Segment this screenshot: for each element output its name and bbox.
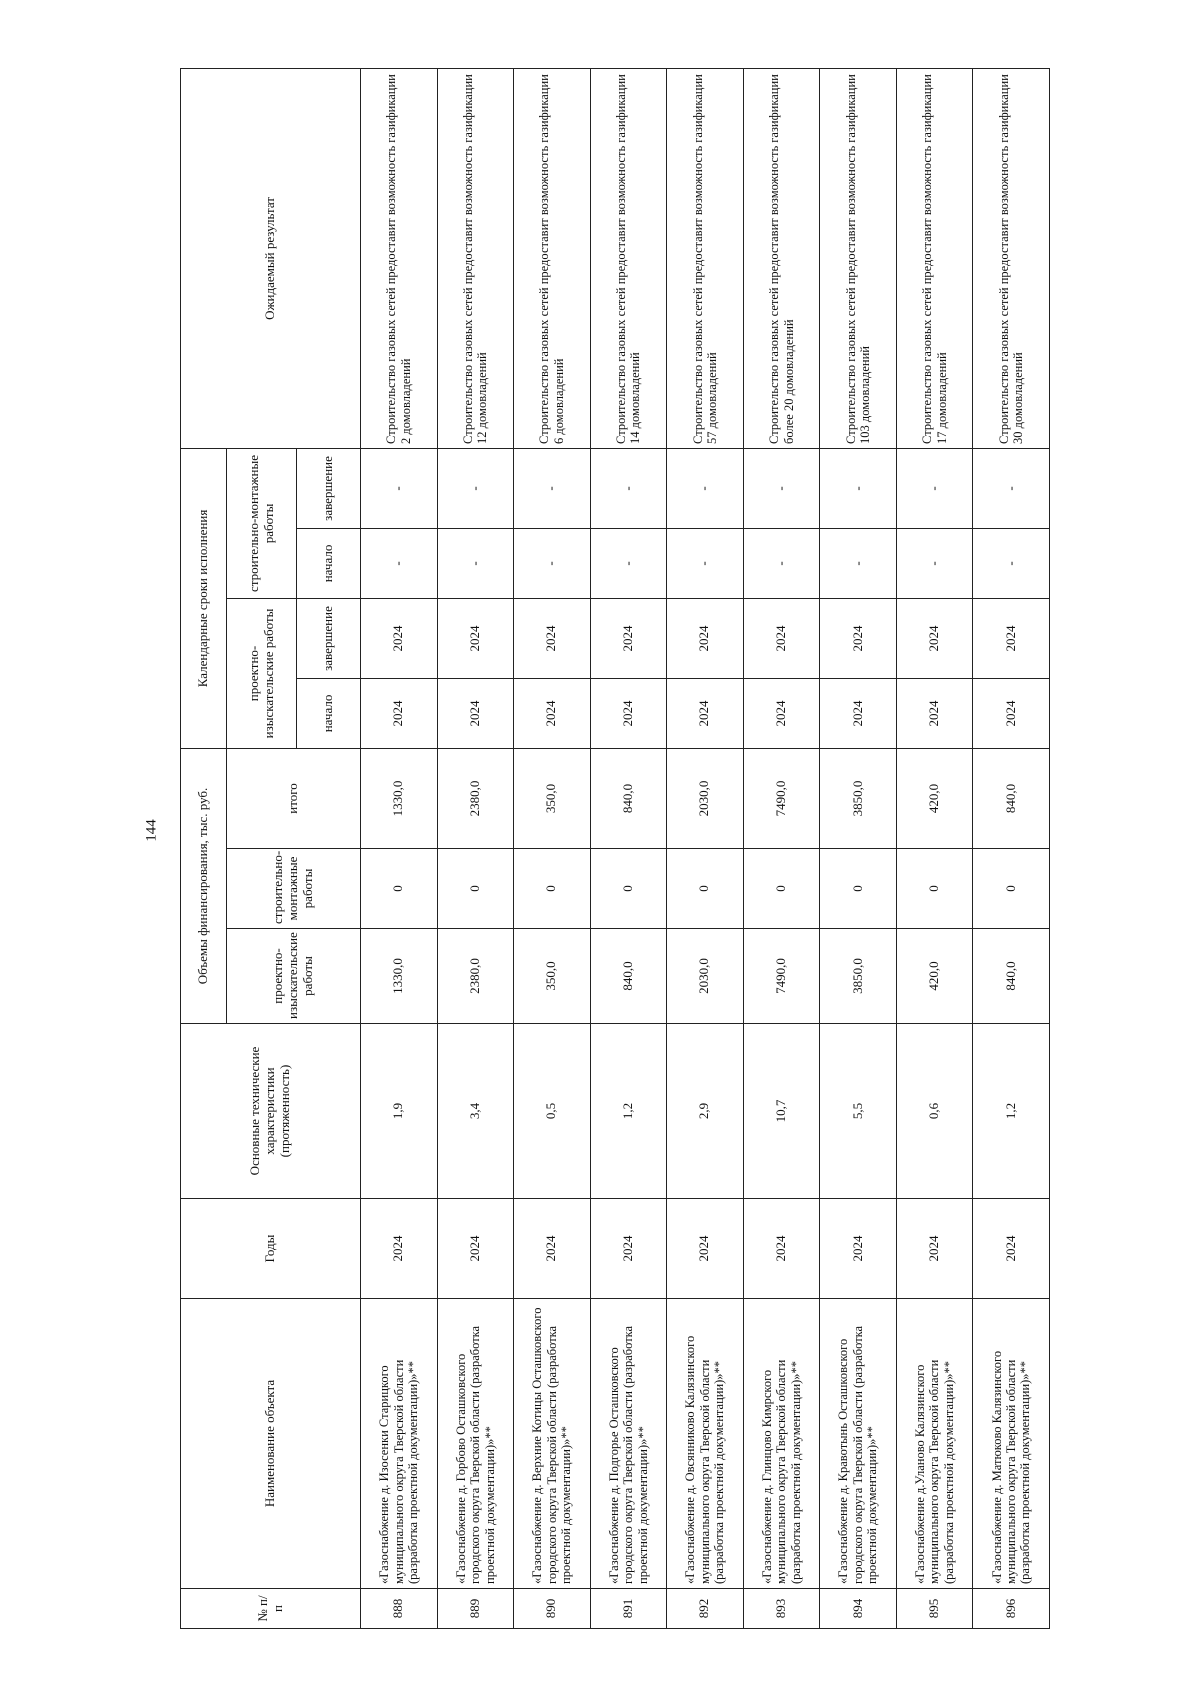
- table-row: [896, 68, 973, 1628]
- object-name: «Газоснабжение д. Овсянниково Калязинского муниципального округа Тверской области (разработка проектной документации)»**: [667, 1299, 744, 1589]
- years-cell: 2024: [590, 1199, 667, 1299]
- fin-total-cell: 420,0: [896, 748, 973, 848]
- constr-start-cell: -: [743, 528, 820, 598]
- rotated-table-container: [180, 69, 1050, 1629]
- header-schedule: Календарные сроки исполнения: [181, 448, 227, 748]
- years-cell: 2024: [896, 1199, 973, 1299]
- fin-design-cell: 7490,0: [743, 929, 820, 1024]
- fin-construction-cell: 0: [896, 849, 973, 929]
- object-name: «Газоснабжение д. Глинцово Кимрского муниципального округа Тверской области (разработка проектной документации)»**: [743, 1299, 820, 1589]
- fin-total-cell: 7490,0: [743, 748, 820, 848]
- design-end-cell: 2024: [361, 598, 438, 678]
- fin-design-cell: 2030,0: [667, 929, 744, 1024]
- fin-construction-cell: 0: [667, 849, 744, 929]
- design-start-cell: 2024: [361, 678, 438, 748]
- header-constr-start: начало: [297, 528, 361, 598]
- constr-start-cell: -: [361, 528, 438, 598]
- object-name: «Газоснабжение д. Горбово Осташковского городского округа Тверской области (разработка проектной документации)»**: [437, 1299, 514, 1589]
- fin-construction-cell: 0: [743, 849, 820, 929]
- constr-start-cell: -: [437, 528, 514, 598]
- table-row: [361, 68, 438, 1628]
- constr-end-cell: -: [361, 448, 438, 528]
- header-result: Ожидаемый результат: [181, 68, 361, 448]
- length-cell: 10,7: [743, 1024, 820, 1199]
- years-cell: 2024: [361, 1199, 438, 1299]
- header-num: № п/п: [181, 1589, 361, 1629]
- table-row: [667, 68, 744, 1628]
- header-constr-end: завершение: [297, 448, 361, 528]
- result-cell: Строительство газовых сетей предоставит возможность газификации 103 домовладений: [820, 68, 897, 448]
- object-name: «Газоснабжение д.Уланово Калязинского муниципального округа Тверской области (разработка проектной документации)»**: [896, 1299, 973, 1589]
- fin-total-cell: 2380,0: [437, 748, 514, 848]
- constr-start-cell: -: [973, 528, 1050, 598]
- result-cell: Строительство газовых сетей предоставит возможность газификации 57 домовладений: [667, 68, 744, 448]
- fin-construction-cell: 0: [820, 849, 897, 929]
- design-start-cell: 2024: [896, 678, 973, 748]
- fin-design-cell: 3850,0: [820, 929, 897, 1024]
- length-cell: 1,2: [973, 1024, 1050, 1199]
- header-sched-design: проектно-изыскательские работы: [227, 598, 297, 748]
- fin-total-cell: 840,0: [973, 748, 1050, 848]
- constr-end-cell: -: [973, 448, 1050, 528]
- fin-design-cell: 840,0: [973, 929, 1050, 1024]
- object-name: «Газоснабжение д. Подгорье Осташковского городского округа Тверской области (разработка проектной документации)»**: [590, 1299, 667, 1589]
- row-number: 891: [590, 1589, 667, 1629]
- object-name: «Газоснабжение д. Верхние Котицы Осташковского городского округа Тверской области (разработка проектной документации)»**: [514, 1299, 591, 1589]
- constr-end-cell: -: [743, 448, 820, 528]
- design-end-cell: 2024: [743, 598, 820, 678]
- design-end-cell: 2024: [590, 598, 667, 678]
- design-end-cell: 2024: [514, 598, 591, 678]
- constr-start-cell: -: [896, 528, 973, 598]
- design-end-cell: 2024: [667, 598, 744, 678]
- row-number: 894: [820, 1589, 897, 1629]
- table-row: [973, 68, 1050, 1628]
- result-cell: Строительство газовых сетей предоставит возможность газификации 30 домовладений: [973, 68, 1050, 448]
- fin-total-cell: 3850,0: [820, 748, 897, 848]
- design-start-cell: 2024: [514, 678, 591, 748]
- header-fin-total: итого: [227, 748, 361, 848]
- fin-total-cell: 1330,0: [361, 748, 438, 848]
- years-cell: 2024: [437, 1199, 514, 1299]
- result-cell: Строительство газовых сетей предоставит возможность газификации 12 домовладений: [437, 68, 514, 448]
- fin-construction-cell: 0: [361, 849, 438, 929]
- result-cell: Строительство газовых сетей предоставит возможность газификации 2 домовладений: [361, 68, 438, 448]
- design-start-cell: 2024: [973, 678, 1050, 748]
- table-row: [820, 68, 897, 1628]
- design-start-cell: 2024: [667, 678, 744, 748]
- fin-design-cell: 1330,0: [361, 929, 438, 1024]
- fin-design-cell: 2380,0: [437, 929, 514, 1024]
- years-cell: 2024: [667, 1199, 744, 1299]
- header-fin-construction: строительно-монтажные работы: [227, 849, 361, 929]
- design-end-cell: 2024: [973, 598, 1050, 678]
- fin-design-cell: 420,0: [896, 929, 973, 1024]
- header-years: Годы: [181, 1199, 361, 1299]
- years-cell: 2024: [820, 1199, 897, 1299]
- constr-end-cell: -: [896, 448, 973, 528]
- fin-construction-cell: 0: [590, 849, 667, 929]
- design-end-cell: 2024: [896, 598, 973, 678]
- design-start-cell: 2024: [743, 678, 820, 748]
- constr-end-cell: -: [590, 448, 667, 528]
- header-name: Наименование объекта: [181, 1299, 361, 1589]
- result-cell: Строительство газовых сетей предоставит возможность газификации 14 домовладений: [590, 68, 667, 448]
- header-fin-design: проектно-изыскательские работы: [227, 929, 361, 1024]
- years-cell: 2024: [514, 1199, 591, 1299]
- object-name: «Газоснабжение д. Кравотынь Осташковского городского округа Тверской области (разработка проектной документации)»**: [820, 1299, 897, 1589]
- constr-end-cell: -: [820, 448, 897, 528]
- result-cell: Строительство газовых сетей предоставит возможность газификации более 20 домовладений: [743, 68, 820, 448]
- header-specs: Основные технические характеристики (протяженность): [181, 1024, 361, 1199]
- fin-design-cell: 350,0: [514, 929, 591, 1024]
- constr-start-cell: -: [514, 528, 591, 598]
- row-number: 888: [361, 1589, 438, 1629]
- result-cell: Строительство газовых сетей предоставит возможность газификации 17 домовладений: [896, 68, 973, 448]
- length-cell: 1,2: [590, 1024, 667, 1199]
- design-start-cell: 2024: [820, 678, 897, 748]
- design-start-cell: 2024: [590, 678, 667, 748]
- fin-design-cell: 840,0: [590, 929, 667, 1024]
- row-number: 889: [437, 1589, 514, 1629]
- constr-end-cell: -: [667, 448, 744, 528]
- fin-total-cell: 840,0: [590, 748, 667, 848]
- length-cell: 0,6: [896, 1024, 973, 1199]
- fin-construction-cell: 0: [437, 849, 514, 929]
- fin-construction-cell: 0: [514, 849, 591, 929]
- table-row: [743, 68, 820, 1628]
- length-cell: 2,9: [667, 1024, 744, 1199]
- gasification-objects-table: [180, 68, 1050, 1629]
- length-cell: 1,9: [361, 1024, 438, 1199]
- length-cell: 3,4: [437, 1024, 514, 1199]
- fin-construction-cell: 0: [973, 849, 1050, 929]
- constr-start-cell: -: [820, 528, 897, 598]
- table-row: [514, 68, 591, 1628]
- table-row: [437, 68, 514, 1628]
- table-row: [590, 68, 667, 1628]
- result-cell: Строительство газовых сетей предоставит возможность газификации 6 домовладений: [514, 68, 591, 448]
- row-number: 896: [973, 1589, 1050, 1629]
- object-name: «Газоснабжение д. Матюково Калязинского муниципального округа Тверской области (разработка проектной документации)»**: [973, 1299, 1050, 1589]
- object-name: «Газоснабжение д. Изосенки Старицкого муниципального округа Тверской области (разработка проектной документации)»**: [361, 1299, 438, 1589]
- years-cell: 2024: [973, 1199, 1050, 1299]
- row-number: 890: [514, 1589, 591, 1629]
- years-cell: 2024: [743, 1199, 820, 1299]
- fin-total-cell: 2030,0: [667, 748, 744, 848]
- constr-start-cell: -: [667, 528, 744, 598]
- constr-end-cell: -: [437, 448, 514, 528]
- length-cell: 5,5: [820, 1024, 897, 1199]
- length-cell: 0,5: [514, 1024, 591, 1199]
- row-number: 895: [896, 1589, 973, 1629]
- row-number: 893: [743, 1589, 820, 1629]
- constr-start-cell: -: [590, 528, 667, 598]
- row-number: 892: [667, 1589, 744, 1629]
- header-design-end: завершение: [297, 598, 361, 678]
- header-sched-construction: строительно-монтажные работы: [227, 448, 297, 598]
- constr-end-cell: -: [514, 448, 591, 528]
- design-end-cell: 2024: [820, 598, 897, 678]
- fin-total-cell: 350,0: [514, 748, 591, 848]
- header-financing: Объемы финансирования, тыс. руб.: [181, 748, 227, 1023]
- header-design-start: начало: [297, 678, 361, 748]
- page-number: 144: [143, 819, 160, 842]
- design-start-cell: 2024: [437, 678, 514, 748]
- table-body: [361, 68, 1050, 1628]
- design-end-cell: 2024: [437, 598, 514, 678]
